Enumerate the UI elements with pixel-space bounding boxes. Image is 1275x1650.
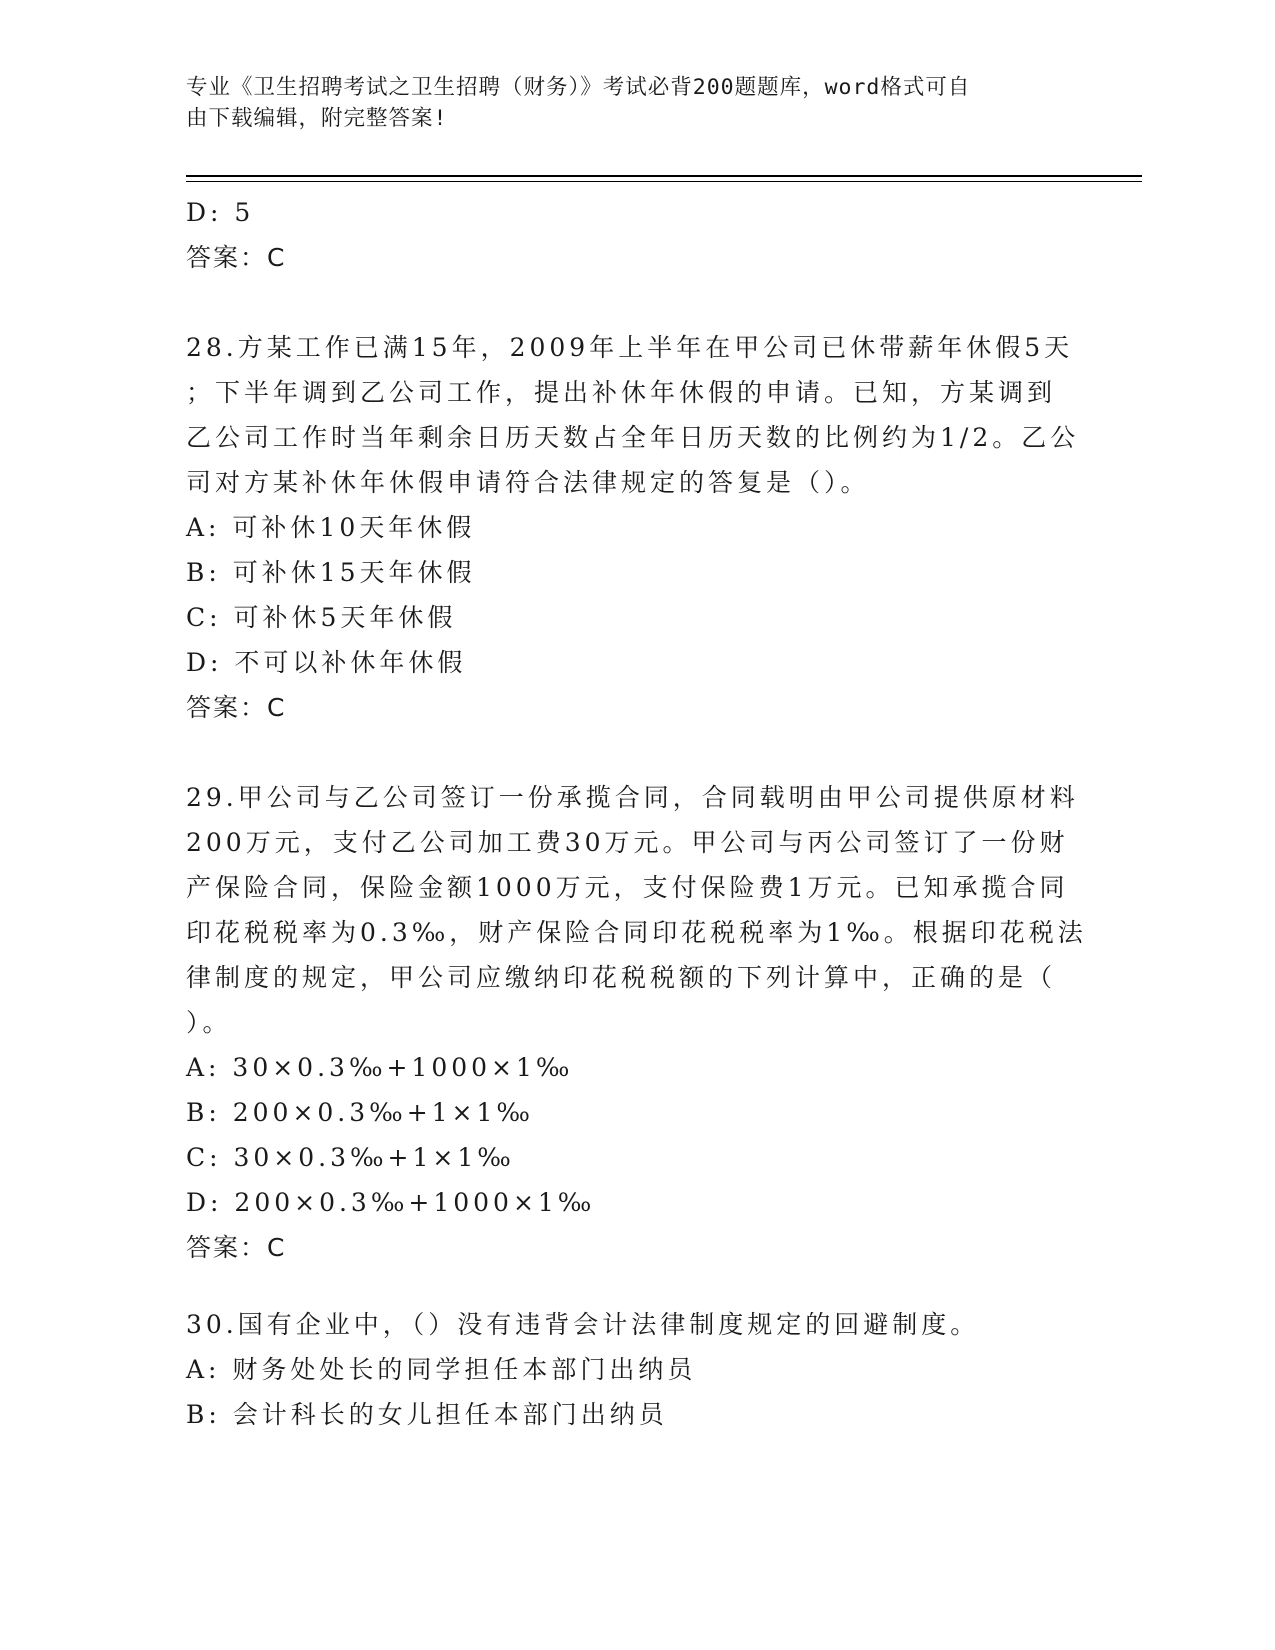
option-b: B: 会计科长的女儿担任本部门出纳员	[186, 1400, 668, 1429]
question-28	[186, 325, 1086, 730]
option-d: D: 不可以补休年休假	[186, 648, 467, 677]
question-text-line: 产保险合同，保险金额1000万元，支付保险费1万元。已知承揽合同	[186, 873, 1069, 902]
question-text-line: 乙公司工作时当年剩余日历天数占全年日历天数的比例约为1/2。乙公	[186, 423, 1080, 452]
question-text-line: ）。	[186, 1008, 232, 1037]
option-d: D: 5	[186, 198, 255, 227]
previous-question-tail	[186, 190, 1086, 280]
option-a: A: 财务处处长的同学担任本部门出纳员	[186, 1355, 697, 1384]
option-c: C: 30×0.3‰+1×1‰	[186, 1143, 515, 1172]
answer: 答案：C	[186, 1233, 287, 1262]
header-line-2: 由下载编辑，附完整答案!	[186, 106, 448, 131]
question-text-line: 30.国有企业中，（）没有违背会计法律制度规定的回避制度。	[186, 1310, 980, 1339]
header-rule-thin	[186, 181, 1142, 182]
option-a: A: 可补休10天年休假	[186, 513, 476, 542]
question-29	[186, 775, 1086, 1270]
question-text-line: 200万元，支付乙公司加工费30万元。甲公司与丙公司签订了一份财	[186, 828, 1069, 857]
question-text-line: 29.甲公司与乙公司签订一份承揽合同，合同载明由甲公司提供原材料	[186, 783, 1079, 812]
option-d: D: 200×0.3‰+1000×1‰	[186, 1188, 596, 1217]
question-text-line: 28.方某工作已满15年，2009年上半年在甲公司已休带薪年休假5天	[186, 333, 1074, 362]
option-b: B: 可补休15天年休假	[186, 558, 476, 587]
question-text-line: 印花税税率为0.3‰，财产保险合同印花税税率为1‰。根据印花税法	[186, 918, 1087, 947]
question-text-line: 司对方某补休年休假申请符合法律规定的答复是（）。	[186, 468, 870, 497]
option-c: C: 可补休5天年休假	[186, 603, 457, 632]
header-rule-thick	[186, 175, 1142, 177]
question-text-line: ；下半年调到乙公司工作，提出补休年休假的申请。已知，方某调到	[186, 378, 1057, 407]
question-text-line: 律制度的规定，甲公司应缴纳印花税税额的下列计算中，正确的是（	[186, 963, 1057, 992]
page-header	[186, 72, 1086, 134]
header-line-1: 专业《卫生招聘考试之卫生招聘（财务）》考试必背200题题库，word格式可自	[186, 75, 971, 100]
option-a: A: 30×0.3‰+1000×1‰	[186, 1053, 574, 1082]
option-b: B: 200×0.3‰+1×1‰	[186, 1098, 534, 1127]
answer: 答案：C	[186, 243, 287, 272]
question-30	[186, 1302, 1086, 1437]
document-body	[186, 190, 1086, 1437]
answer: 答案：C	[186, 693, 287, 722]
